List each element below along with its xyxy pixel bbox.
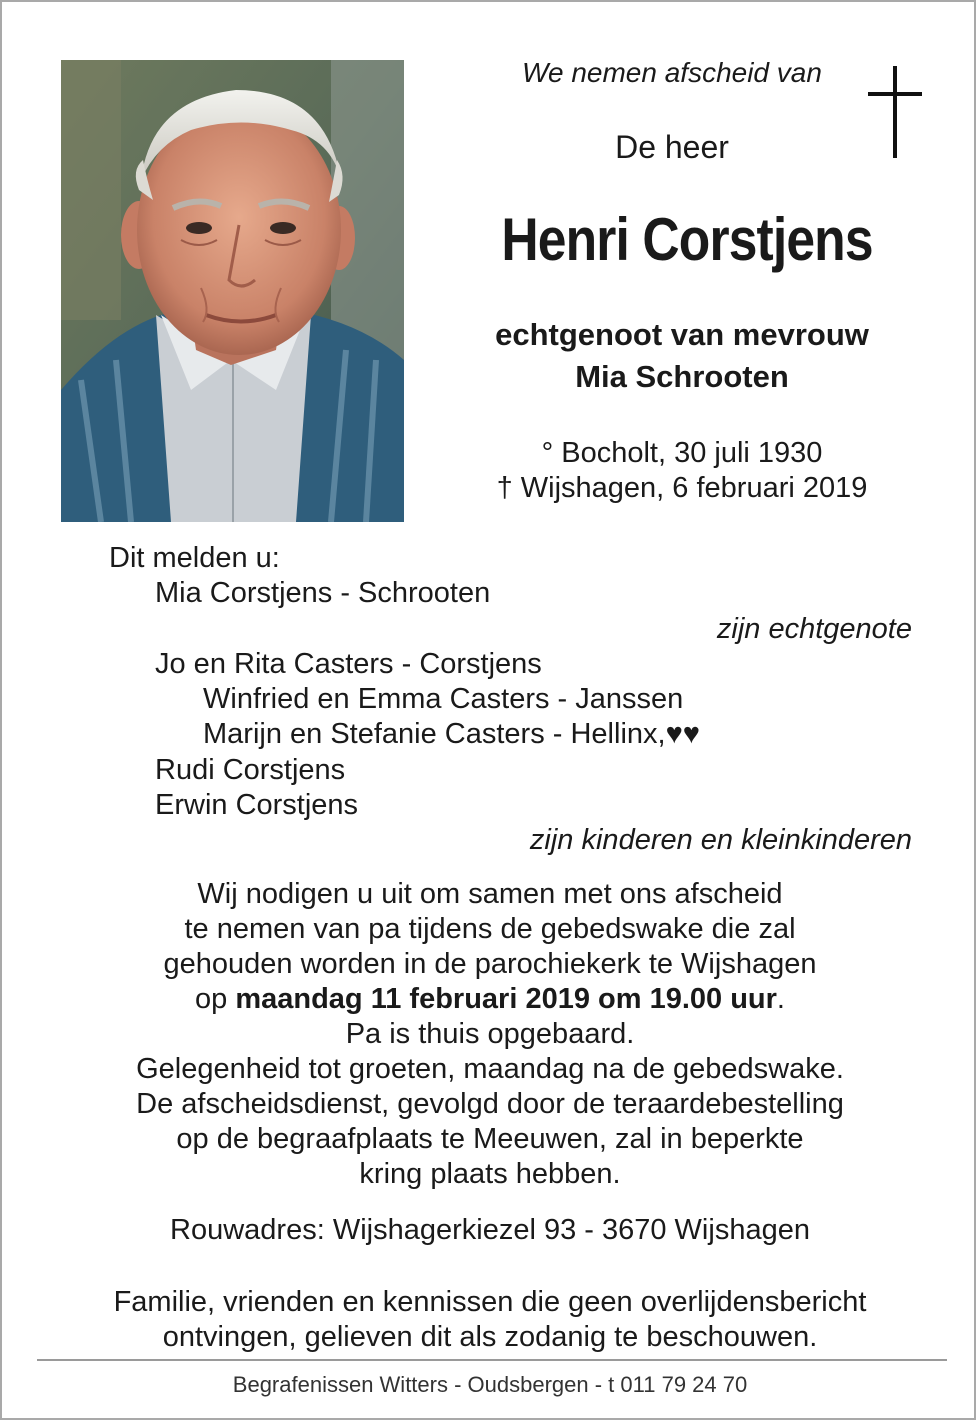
invitation-line: Wij nodigen u uit om samen met ons afscheid	[197, 878, 783, 910]
invitation-text	[2, 877, 978, 1192]
intro-text: We nemen afscheid van	[522, 57, 822, 88]
notice-line: Familie, vrienden en kennissen die geen overlijdensbericht	[113, 1286, 867, 1318]
invitation-line: gehouden worden in de parochiekerk te Wijshagen	[163, 948, 817, 980]
mourning-address: Rouwadres: Wijshagerkiezel 93 - 3670 Wijshagen	[170, 1214, 810, 1246]
invitation-prefix: op	[195, 983, 228, 1015]
family-member: Jo en Rita Casters - Corstjens	[155, 648, 542, 680]
invitation-date-line	[2, 982, 978, 1017]
invitation-suffix: .	[776, 983, 785, 1015]
invitation-line: De afscheidsdienst, gevolgd door de teraardebestelling	[136, 1088, 844, 1120]
footer-funeral-home: Begrafenissen Witters - Oudsbergen - t 011 79 24 70	[232, 1372, 748, 1397]
deceased-name: Henri Corstjens	[501, 206, 873, 273]
family-member: Erwin Corstjens	[155, 789, 359, 821]
invitation-line: Pa is thuis opgebaard.	[345, 1018, 635, 1050]
notice-line: ontvingen, gelieven dit als zodanig te beschouwen.	[162, 1321, 818, 1353]
invitation-line: kring plaats hebben.	[359, 1158, 621, 1190]
footer-divider	[37, 1359, 947, 1361]
family-member: Marijn en Stefanie Casters - Hellinx,♥♥	[203, 718, 701, 750]
spouse-line-2: Mia Schrooten	[575, 359, 789, 394]
family-member: Winfried en Emma Casters - Janssen	[203, 683, 684, 715]
spouse-relation: zijn echtgenote	[716, 613, 912, 645]
invitation-line: op de begraafplaats te Meeuwen, zal in beperkte	[176, 1123, 804, 1155]
members-relation: zijn kinderen en kleinkinderen	[529, 824, 912, 856]
family-member: Rudi Corstjens	[155, 754, 346, 786]
invitation-line: te nemen van pa tijdens de gebedswake die zal	[184, 913, 796, 945]
title-text: De heer	[615, 129, 729, 165]
notice-text	[2, 1285, 978, 1355]
spouse-entry: Mia Corstjens - Schrooten	[155, 577, 491, 609]
birth-info: ° Bocholt, 30 juli 1930	[541, 437, 823, 469]
death-info: † Wijshagen, 6 februari 2019	[496, 472, 868, 504]
wake-datetime: maandag 11 februari 2019 om 19.00 uur	[235, 983, 777, 1015]
spouse-line-1: echtgenoot van mevrouw	[495, 317, 869, 352]
invitation-line: Gelegenheid tot groeten, maandag na de gebedswake.	[136, 1053, 844, 1085]
portrait-photo	[61, 60, 404, 522]
family-intro: Dit melden u:	[109, 542, 280, 574]
